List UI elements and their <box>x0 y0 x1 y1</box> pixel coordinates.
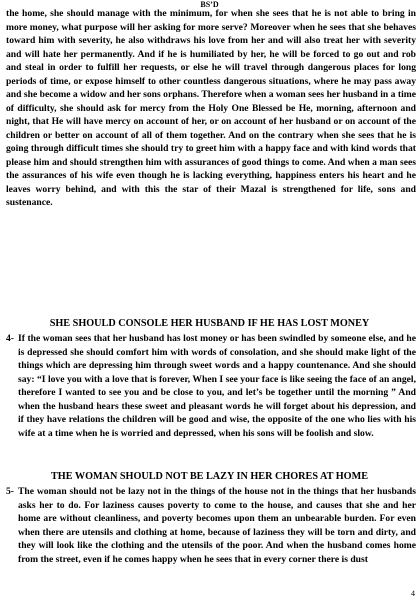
page-header-mark: BS’D <box>200 0 219 9</box>
item-number: 4- <box>6 333 14 344</box>
page-number: 4 <box>411 589 415 598</box>
item-text: The woman should not be lazy not in the things of the house not in the things that her husbands asks her to do. For laziness causes poverty to come to the house, and causes that she and her home are without cleanliness, and poverty becomes upon them an unbearable burden. For even when there are utensils and clothing at home, because of laziness they will be torn and dirty, and they will look like the clothing and the utensils of the poor. And when the husband comes home from the street, even if he comes happy when he sees that in every corner there is dust <box>18 486 416 565</box>
item-text: If the woman sees that her husband has lost money or has been swindled by someone else, and he is depressed she should comfort him with words of consolation, and she should make light of the things which are depressing him through sweet words and a happy countenance. And she should say: “I love you with a love that is forever, When I see your face is like seeing the face of an angel, therefore I wanted to see you and be close to you, and let’s be together until the morning ” And when the husband hears these sweet and pleasant words he will forget about his depression, and if they have relations the children will be good and wise, the opposite of the one who lies with his wife at a time when he is worried and depressed, when his sons will be foolish and slow. <box>18 333 416 439</box>
item-number: 5- <box>6 486 14 497</box>
section-heading-console-husband: SHE SHOULD CONSOLE HER HUSBAND IF HE HAS LOST MONEY <box>49 318 370 329</box>
numbered-item-4 <box>6 332 416 440</box>
section-heading-not-lazy: THE WOMAN SHOULD NOT BE LAZY IN HER CHORES AT HOME <box>51 471 368 482</box>
body-paragraph: the home, she should manage with the minimum, for when she sees that he is not able to bring in more money, what purpose will her asking for more serve? Moreover when he sees that she behaves toward him with severity, he also withdraws his love from her and will also treat her with severity and will hate her permanently. And if he is humiliated by her, he will be forced to go out and rob and steal in order to fulfill her requests, or else he will travel through dangerous places for long periods of time, or expose himself to other countless dangerous situations, where he may pass away and she become a widow and her sons orphans. Therefore when a woman sees her husband in a time of difficulty, she should ask for mercy from the Holy One Blessed be He, morning, afternoon and night, that He will have mercy on account of her, or on account of her husband or on account of the children or better on account of all of them together. And on the contrary when she sees that he is going through difficult times she should try to greet him with a happy face and with kind words that please him and should strengthen him with assurances of good things to come. And when a man sees the assurances of his wife even though he is lacking everything, happiness enters his heart and he leaves worry behind, and with this the star of their Mazal is strengthened for life, sons and sustenance. <box>6 8 416 208</box>
numbered-item-5 <box>6 485 416 566</box>
